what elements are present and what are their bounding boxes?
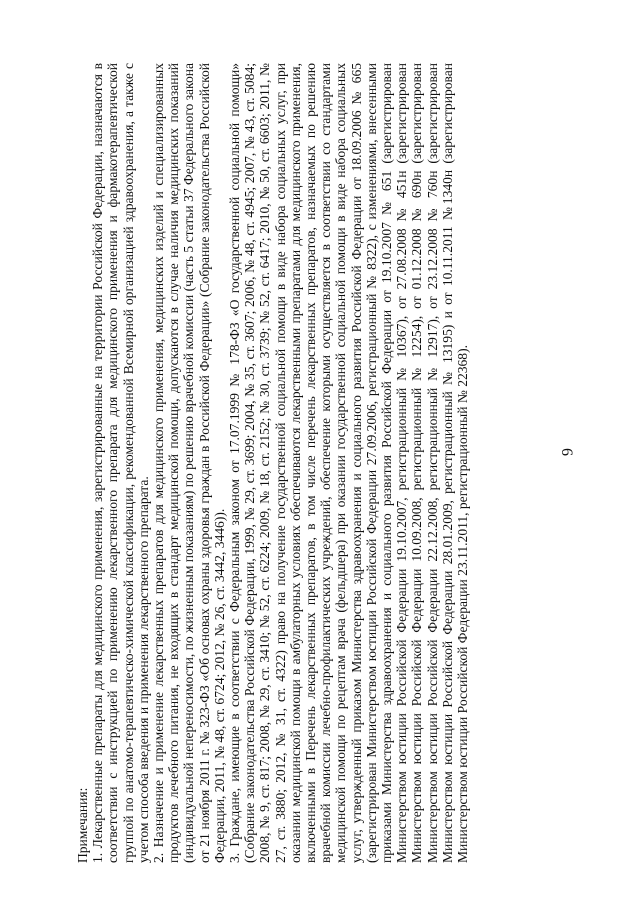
notes-heading: Примечания: bbox=[75, 787, 90, 863]
rotated-page-content bbox=[75, 63, 610, 863]
notes-text bbox=[75, 63, 610, 863]
note-1: 1. Лекарственные препараты для медицинского применения, зарегистрированные на территории Российской Федерации, назначаются в соответствии с инструкцией по применению лекарственного препарата для медицинского применения и фармакотерапевтической группой по анатомо-терапевтическо-химической классификации, рекомендованной Всемирной организацией здравоохранения, а также с учетом способа введения и применения лекарственного препарата. bbox=[90, 63, 151, 863]
page-number: 6 bbox=[558, 448, 575, 456]
note-2: 2. Назначение и применение лекарственных препаратов для медицинского применения, медицинских изделий и специализированных продуктов лечебного питания, не входящих в стандарт медицинской помощи, допускаются в случае наличия медицинских показаний (индивидуальной непереносимости, по жизненным показаниям) по решению врачебной комиссии (часть 5 статьи 37 Федерального закона от 21 ноября 2011 г. № 323-ФЗ «Об основах охраны здоровья граждан в Российской Федерации» (Собрание законодательства Российской Федерации, 2011, № 48, ст. 6724; 2012, № 26, ст. 3442, 3446)). bbox=[151, 63, 227, 863]
note-3: 3. Граждане, имеющие в соответствии с Федеральным законом от 17.07.1999 № 178-ФЗ «О государственной социальной помощи» (Собрание законодательства Российской Федерации, 1999, № 29, ст. 3699; 2004, № 35, ст. 3607; 2006, № 48, ст. 4945; 2007, № 43, ст. 5084; 2008, № 9, ст. 817; 2008, № 29, ст. 3410; № 52, ст. 6224; 2009, № 18, ст. 2152; № 30, ст. 3739; № 52, ст. 6417; 2010, № 50, ст. 6603; 2011, № 27, ст. 3880; 2012, № 31, ст. 4322) право на получение государственной социальной помощи в виде набора социальных услуг, при оказании медицинской помощи в амбулаторных условиях обеспечиваются лекарственными препаратами для медицинского применения, включенными в Перечень лекарственных препаратов, в том числе перечень лекарственных препаратов, назначаемых по решению врачебной комиссии лечебно-профилактических учреждений, обеспечение которыми осуществляется в соответствии со стандартами медицинской помощи по рецептам врача (фельдшера) при оказании государственной социальной помощи в виде набора социальных услуг, утвержденный приказом Министерства здравоохранения и социального развития Российской Федерации от 18.09.2006 № 665 (зарегистрирован Министерством юстиции Российской Федерации 27.09.2006, регистрационный № 8322), с изменениями, внесенными приказами Министерства здравоохранения и социального развития Российской Федерации от 19.10.2007 № 651 (зарегистрирован Министерством юстиции Российской Федерации 19.10.2007, регистрационный № 10367), от 27.08.2008 № 451н (зарегистрирован Министерством юстиции Российской Федерации 10.09.2008, регистрационный № 12254), от 01.12.2008 № 690н (зарегистрирован Министерством юстиции Российской Федерации 22.12.2008, регистрационный № 12917), от 23.12.2008 № 760н (зарегистрирован Министерством юстиции Российской Федерации 28.01.2009, регистрационный № 13195) и от 10.11.2011 №1340н (зарегистрирован Министерством юстиции Российской Федерации 23.11.2011, регистрационный № 22368). bbox=[227, 63, 471, 863]
